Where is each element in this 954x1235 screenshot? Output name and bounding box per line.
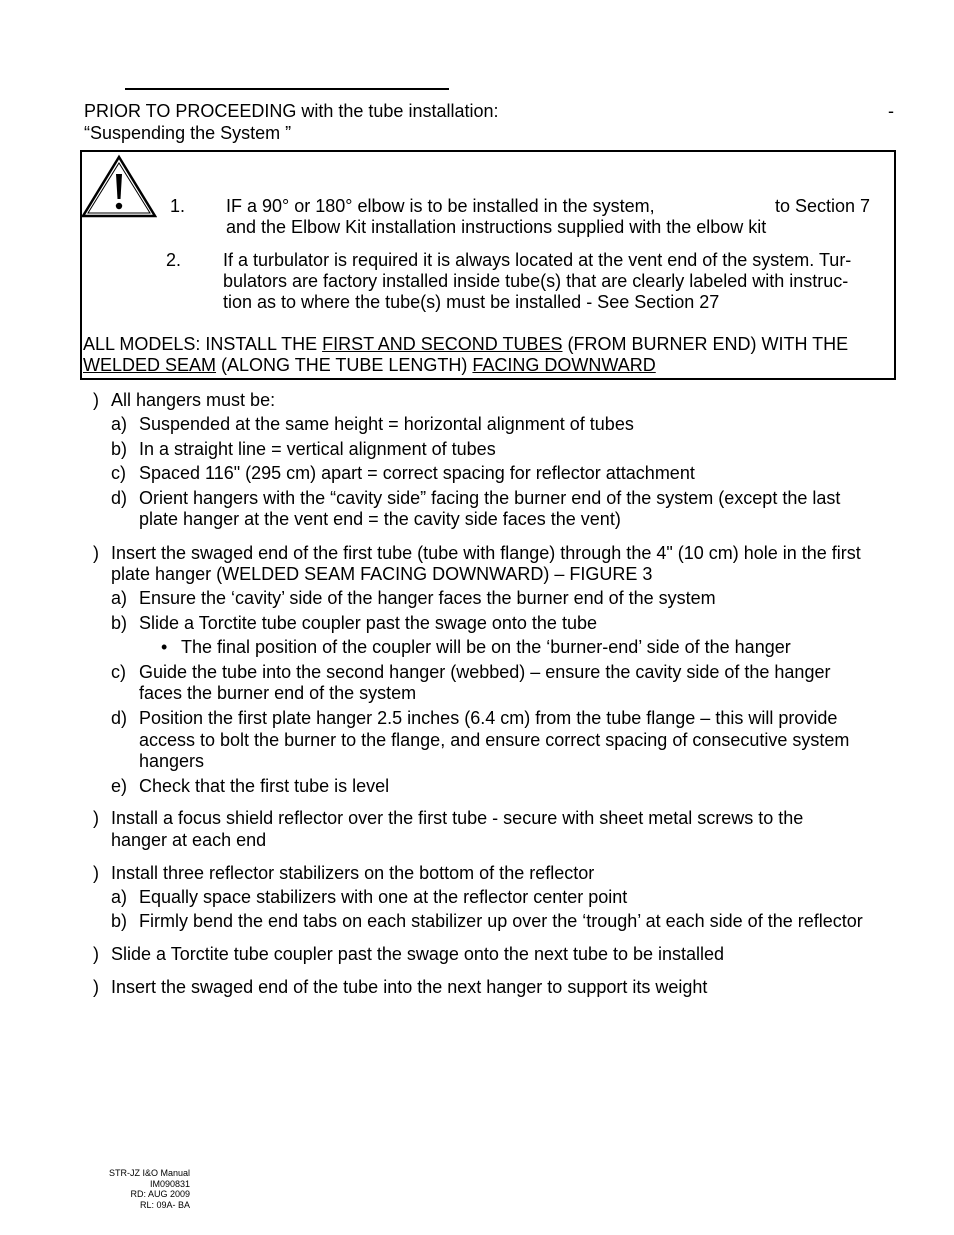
sub-text: Slide a Torctite tube coupler past the swage onto the tube — [139, 613, 597, 633]
sub-label: c) — [111, 463, 126, 483]
notice-underlined: FIRST AND SECOND TUBES — [322, 334, 563, 354]
bullet-item — [161, 637, 791, 658]
intro-line — [84, 101, 894, 122]
footer-manual-title: STR-JZ I&O Manual — [108, 1168, 190, 1178]
notice-underlined: WELDED SEAM — [83, 355, 217, 375]
sub-label: b) — [111, 911, 128, 931]
sub-label: a) — [111, 588, 128, 608]
warning-item-number: 2. — [166, 250, 182, 270]
notice-text: (ALONG THE TUBE LENGTH) — [216, 355, 473, 375]
all-models-notice — [83, 355, 893, 376]
notice-underlined: FACING DOWNWARD — [472, 355, 656, 375]
step-marker: ) — [93, 808, 99, 828]
step-marker: ) — [93, 543, 99, 563]
warning-item-text: bulators are factory installed inside tube(s) that are clearly labeled with instruc- — [223, 271, 849, 291]
step-text: Install three reflector stabilizers on the bottom of the reflector — [111, 863, 595, 883]
intro-reference: “Suspending the System ” — [84, 123, 292, 143]
sub-text: plate hanger at the vent end = the cavity side faces the vent) — [139, 509, 621, 529]
sub-text: Spaced 116" (295 cm) apart = correct spacing for reflector attachment — [139, 463, 695, 483]
step-text: plate hanger (WELDED SEAM FACING DOWNWARD) – FIGURE 3 — [111, 564, 653, 584]
warning-item-text: tion as to where the tube(s) must be installed - See Section 27 — [223, 292, 720, 312]
sub-label: b) — [111, 439, 128, 459]
sub-text: Guide the tube into the second hanger (webbed) – ensure the cavity side of the hanger — [139, 662, 831, 682]
sub-text: Check that the first tube is level — [139, 776, 390, 796]
sub-text: faces the burner end of the system — [139, 683, 417, 703]
sub-label: c) — [111, 662, 126, 682]
sub-text: In a straight line = vertical alignment of tubes — [139, 439, 496, 459]
warning-item-text: If a turbulator is required it is always located at the vent end of the system. Tur- — [223, 250, 852, 270]
intro-dash: - — [888, 101, 894, 121]
step-text: Insert the swaged end of the first tube (tube with flange) through the 4" (10 cm) hole in the first — [111, 543, 861, 563]
sub-text: hangers — [139, 751, 205, 771]
notice-text: (FROM BURNER END) WITH THE — [562, 334, 849, 354]
sub-text: Firmly bend the end tabs on each stabilizer up over the ‘trough’ at each side of the reflector — [139, 911, 863, 931]
sub-label: d) — [111, 708, 128, 728]
document-footer — [100, 1168, 190, 1210]
sub-text: access to bolt the burner to the flange, and ensure correct spacing of consecutive system — [139, 730, 850, 750]
sub-label: b) — [111, 613, 128, 633]
step-text: hanger at each end — [111, 830, 267, 850]
all-models-notice — [83, 334, 893, 355]
bullet-text: The final position of the coupler will be on the ‘burner-end’ side of the hanger — [181, 637, 791, 657]
step-marker: ) — [93, 863, 99, 883]
warning-triangle-icon — [81, 154, 157, 218]
warning-item-text: and the Elbow Kit installation instructions supplied with the elbow kit — [226, 217, 767, 237]
warning-item-text: to Section 7 — [775, 196, 871, 216]
sub-label: d) — [111, 488, 128, 508]
step-marker: ) — [93, 390, 99, 410]
step-text: All hangers must be: — [111, 390, 276, 410]
sub-text: Suspended at the same height = horizontal alignment of tubes — [139, 414, 634, 434]
footer-revision: RL: 09A- BA — [139, 1199, 190, 1210]
footer-release-date: RD: AUG 2009 — [130, 1189, 190, 1199]
sub-text: Ensure the ‘cavity’ side of the hanger faces the burner end of the system — [139, 588, 716, 608]
step-marker: ) — [93, 944, 99, 964]
warning-item-number: 1. — [170, 196, 186, 216]
intro-text: PRIOR TO PROCEEDING with the tube installation: — [84, 101, 499, 121]
sub-text: Position the first plate hanger 2.5 inches (6.4 cm) from the tube flange – this will provide — [139, 708, 838, 728]
warning-item-text: IF a 90° or 180° elbow is to be installed in the system, — [226, 196, 655, 216]
sub-label: e) — [111, 776, 128, 796]
step-marker: ) — [93, 977, 99, 997]
step-text: Install a focus shield reflector over the first tube - secure with sheet metal screws to the — [111, 808, 804, 828]
step-text: Slide a Torctite tube coupler past the swage onto the next tube to be installed — [111, 944, 725, 964]
footer-document-id: IM090831 — [149, 1178, 190, 1189]
sub-text: Equally space stabilizers with one at the reflector center point — [139, 887, 628, 907]
header-rule — [125, 88, 449, 90]
bullet-dot-icon: • — [161, 637, 168, 657]
notice-text: ALL MODELS: INSTALL THE — [83, 334, 323, 354]
sub-text: Orient hangers with the “cavity side” facing the burner end of the system (except the last — [139, 488, 841, 508]
step-text: Insert the swaged end of the tube into the next hanger to support its weight — [111, 977, 708, 997]
sub-label: a) — [111, 414, 128, 434]
sub-label: a) — [111, 887, 128, 907]
